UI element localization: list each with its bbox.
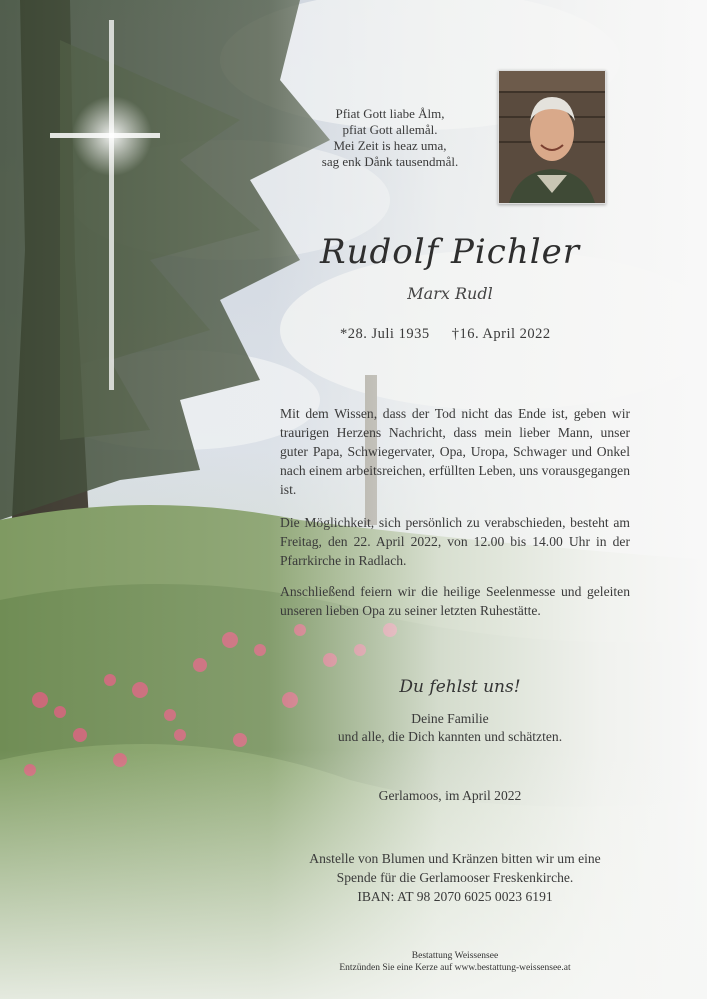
family-signature [300, 710, 600, 746]
poem-line: pfiat Gott allemål. [342, 122, 438, 137]
candle-link-text[interactable]: Entzünden Sie eine Kerze auf www.bestattung-weissensee.at [339, 963, 571, 973]
request-line: Spende für die Gerlamooser Freskenkirche. [336, 870, 574, 885]
announcement-paragraph: Mit dem Wissen, dass der Tod nicht das Ende ist, geben wir traurigen Herzens Nachricht, dass mein lieber Mann, unser guter Papa, Schwiegervater, Opa, Uropa, Schwager und Onkel nach einem arbeitsreichen, erfüllten Leben, uns vorausgegangen ist. [280, 406, 630, 497]
footer [280, 950, 630, 974]
nickname: Marx Rudl [407, 284, 493, 303]
deceased-name: Rudolf Pichler [320, 232, 580, 272]
poem [300, 106, 480, 170]
life-dates [340, 326, 580, 343]
death-date: †16. April 2022 [451, 326, 551, 342]
poem-line: Pfiat Gott liabe Ålm, [335, 106, 445, 121]
place-date: Gerlamoos, im April 2022 [378, 788, 522, 803]
family-line: Deine Familie [411, 711, 489, 726]
donation-request [280, 849, 630, 906]
portrait-image [499, 71, 605, 203]
mass-paragraph: Anschließend feiern wir die heilige Seelenmesse und geleiten unseren lieben Opa zu seiner letzten Ruhestätte. [280, 584, 630, 618]
birth-date: *28. Juli 1935 [340, 326, 430, 342]
family-line: und alle, die Dich kannten und schätzten. [337, 729, 563, 744]
funeral-home-name: Bestattung Weissensee [411, 951, 499, 961]
poem-line: sag enk Dånk tausendmål. [321, 154, 459, 169]
farewell-paragraph: Die Möglichkeit, sich persönlich zu verabschieden, besteht am Freitag, den 22. April 2022, von 12.00 bis 14.00 Uhr in der Pfarrkirche in Radlach. [280, 515, 630, 568]
portrait-photo [498, 70, 606, 204]
request-line: Anstelle von Blumen und Kränzen bitten wir um eine [309, 851, 601, 866]
closing-phrase: Du fehlst uns! [399, 677, 521, 697]
poem-line: Mei Zeit is heaz uma, [333, 138, 447, 153]
iban-line: IBAN: AT 98 2070 6025 0023 6191 [357, 889, 553, 904]
